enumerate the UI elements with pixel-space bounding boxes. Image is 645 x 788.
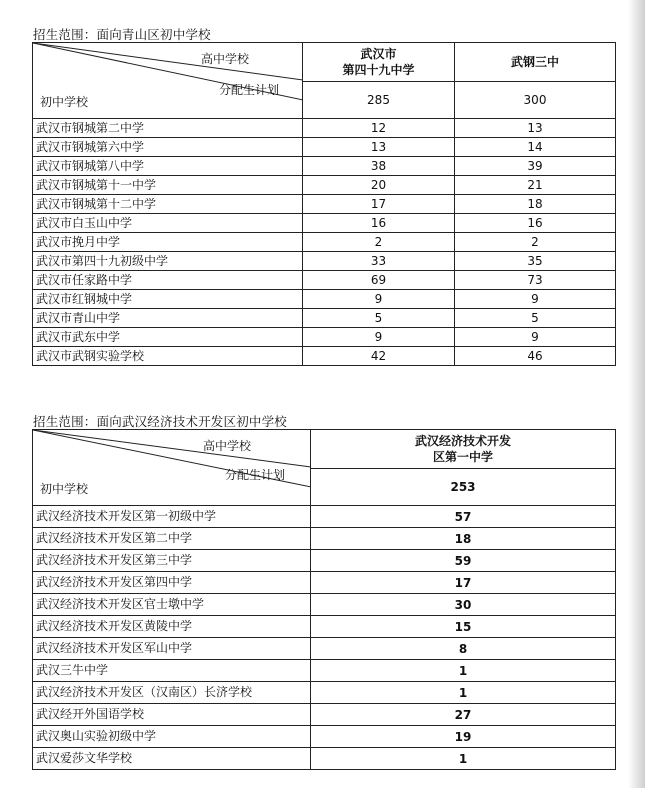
section1-title: 招生范围：面向青山区初中学校	[33, 27, 211, 42]
plan-value-col1: 59	[311, 550, 616, 572]
table-row	[33, 309, 616, 328]
school-name-cell: 武汉经济技术开发区黄陵中学	[33, 616, 311, 638]
page-edge-shadow	[628, 0, 645, 788]
plan-value-col1: 9	[303, 328, 455, 347]
plan-value-col2: 2	[455, 233, 616, 252]
plan-value-col1: 12	[303, 119, 455, 138]
plan-value-col1: 57	[311, 506, 616, 528]
plan-value-col1: 1	[311, 748, 616, 770]
school-name-cell: 武汉经济技术开发区官士墩中学	[33, 594, 311, 616]
plan-value-col1: 20	[303, 176, 455, 195]
table-row	[33, 550, 616, 572]
plan-value-col1: 13	[303, 138, 455, 157]
school-name-cell: 武汉市青山中学	[33, 309, 303, 328]
middle-school-label: 初中学校	[40, 482, 89, 496]
school-name-cell: 武汉市挽月中学	[33, 233, 303, 252]
school-name-cell: 武汉经济技术开发区第四中学	[33, 572, 311, 594]
plan-value-col1: 30	[311, 594, 616, 616]
plan-value-col2: 73	[455, 271, 616, 290]
plan-value-col2: 35	[455, 252, 616, 271]
table-row	[33, 252, 616, 271]
table-row	[33, 572, 616, 594]
plan-label: 分配生计划	[219, 83, 280, 97]
plan-value-col2: 5	[455, 309, 616, 328]
high-school-label: 高中学校	[203, 439, 252, 453]
plan-value-col1: 9	[303, 290, 455, 309]
table-row	[33, 328, 616, 347]
plan-value-col2: 39	[455, 157, 616, 176]
school-name-cell: 武汉市武东中学	[33, 328, 303, 347]
school-name-cell: 武汉奥山实验初级中学	[33, 726, 311, 748]
table-row	[33, 290, 616, 309]
school-name-cell: 武汉经开外国语学校	[33, 704, 311, 726]
plan-value-col1: 15	[311, 616, 616, 638]
school-name-cell: 武汉经济技术开发区第三中学	[33, 550, 311, 572]
table-row	[33, 616, 616, 638]
table-row	[33, 682, 616, 704]
plan-value-col2: 13	[455, 119, 616, 138]
section1-table	[32, 42, 616, 366]
plan-value-col1: 19	[311, 726, 616, 748]
table-row	[33, 506, 616, 528]
school-name-cell: 武汉三牛中学	[33, 660, 311, 682]
plan-value-col1: 8	[311, 638, 616, 660]
plan-value-col2: 46	[455, 347, 616, 366]
table-row	[33, 138, 616, 157]
total-plan-col2: 300	[455, 82, 616, 119]
table-row	[33, 214, 616, 233]
table-row	[33, 233, 616, 252]
school-name-cell: 武汉市钢城第十二中学	[33, 195, 303, 214]
section2-title: 招生范围：面向武汉经济技术开发区初中学校	[33, 414, 288, 429]
plan-value-col2: 14	[455, 138, 616, 157]
school-name-cell: 武汉经济技术开发区第一初级中学	[33, 506, 311, 528]
col-header-wuhan-49: 武汉市 第四十九中学	[303, 43, 455, 82]
plan-value-col1: 17	[303, 195, 455, 214]
section2-diagonal-header	[33, 430, 311, 506]
plan-value-col1: 2	[303, 233, 455, 252]
total-plan-col1: 253	[311, 469, 616, 506]
table-row	[33, 195, 616, 214]
table-row	[33, 119, 616, 138]
plan-value-col1: 27	[311, 704, 616, 726]
plan-value-col1: 1	[311, 682, 616, 704]
plan-value-col1: 5	[303, 309, 455, 328]
section1-diagonal-header	[33, 43, 303, 119]
school-name-cell: 武汉爱莎文华学校	[33, 748, 311, 770]
school-name-cell: 武汉市武钢实验学校	[33, 347, 303, 366]
plan-value-col1: 38	[303, 157, 455, 176]
table-row	[33, 660, 616, 682]
col-header-wedz-1: 武汉经济技术开发 区第一中学	[311, 430, 616, 469]
section2-table	[32, 429, 616, 770]
table-row	[33, 704, 616, 726]
plan-value-col1: 16	[303, 214, 455, 233]
plan-value-col1: 42	[303, 347, 455, 366]
plan-value-col1: 33	[303, 252, 455, 271]
plan-label: 分配生计划	[225, 468, 286, 482]
school-name-cell: 武汉市钢城第六中学	[33, 138, 303, 157]
school-name-cell: 武汉市钢城第十一中学	[33, 176, 303, 195]
table-row	[33, 176, 616, 195]
table-row	[33, 347, 616, 366]
table-row	[33, 638, 616, 660]
total-plan-col1: 285	[303, 82, 455, 119]
school-name-cell: 武汉经济技术开发区（汉南区）长济学校	[33, 682, 311, 704]
school-name-cell: 武汉市任家路中学	[33, 271, 303, 290]
col-header-wugang-3: 武钢三中	[455, 43, 616, 82]
high-school-label: 高中学校	[201, 52, 250, 66]
school-name-cell: 武汉市红钢城中学	[33, 290, 303, 309]
plan-value-col1: 17	[311, 572, 616, 594]
plan-value-col2: 9	[455, 290, 616, 309]
table-row	[33, 528, 616, 550]
plan-value-col2: 18	[455, 195, 616, 214]
table-row	[33, 157, 616, 176]
school-name-cell: 武汉市第四十九初级中学	[33, 252, 303, 271]
table-row	[33, 594, 616, 616]
school-name-cell: 武汉经济技术开发区第二中学	[33, 528, 311, 550]
plan-value-col2: 9	[455, 328, 616, 347]
table-row	[33, 748, 616, 770]
table-row	[33, 271, 616, 290]
school-name-cell: 武汉经济技术开发区军山中学	[33, 638, 311, 660]
school-name-cell: 武汉市钢城第八中学	[33, 157, 303, 176]
school-name-cell: 武汉市白玉山中学	[33, 214, 303, 233]
plan-value-col1: 1	[311, 660, 616, 682]
plan-value-col2: 16	[455, 214, 616, 233]
table-row	[33, 726, 616, 748]
school-name-cell: 武汉市钢城第二中学	[33, 119, 303, 138]
plan-value-col2: 21	[455, 176, 616, 195]
plan-value-col1: 18	[311, 528, 616, 550]
plan-value-col1: 69	[303, 271, 455, 290]
middle-school-label: 初中学校	[40, 95, 89, 109]
